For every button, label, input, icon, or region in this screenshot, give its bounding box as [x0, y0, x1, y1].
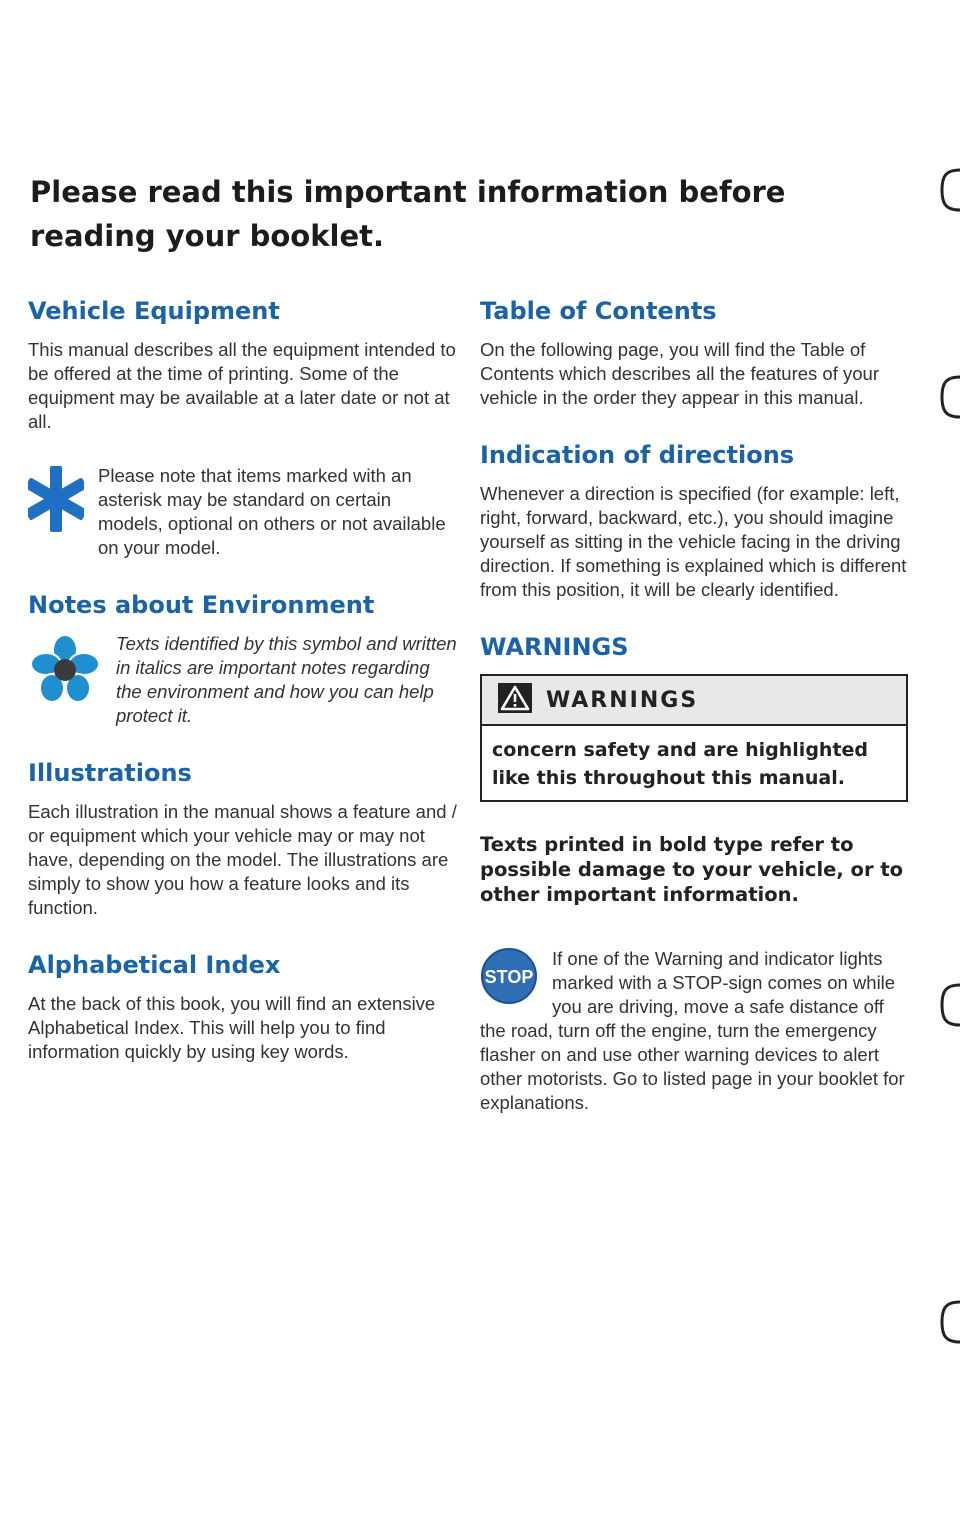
asterisk-icon	[28, 464, 84, 539]
stop-sign-text: STOP	[484, 967, 534, 987]
text-environment: Texts identified by this symbol and written in italics are important notes regarding the environment and how you can help protect it.	[116, 633, 457, 726]
text-stop-sign: If one of the Warning and indicator lights marked with a STOP-sign comes on while you are driving, move a safe distance off the road, turn off the engine, turn the emergency flasher on and use other warning devices to alert other motorists. Go to listed page in your booklet for explanations.	[480, 948, 905, 1113]
heading-alphabetical-index: Alphabetical Index	[28, 951, 281, 979]
warning-box-label: WARNINGS	[546, 687, 699, 713]
text-illustrations: Each illustration in the manual shows a feature and / or equipment which your vehicle may or may not have, depending on the model. The illustrations are simply to show you how a feature looks and its function.	[28, 801, 457, 918]
warning-box	[480, 674, 908, 802]
heading-illustrations: Illustrations	[28, 759, 192, 787]
section-stop-sign	[480, 947, 910, 1115]
text-alphabetical-index: At the back of this book, you will find an extensive Alphabetical Index. This will help you to find information quickly by using key words.	[28, 993, 436, 1062]
right-column	[480, 296, 910, 1145]
environment-flower-icon	[28, 632, 102, 713]
bold-type-note: Texts printed in bold type refer to possible damage to your vehicle, or to other important information.	[480, 833, 904, 906]
section-directions	[480, 440, 910, 602]
page-tab-marker	[936, 983, 960, 1027]
section-illustrations	[28, 758, 458, 920]
page-title: Please read this important information before reading your booklet.	[30, 175, 786, 253]
warning-box-text: concern safety and are highlighted like this throughout this manual.	[492, 739, 869, 789]
warning-box-header	[482, 676, 906, 726]
text-vehicle-equipment: This manual describes all the equipment intended to be offered at the time of printing. Some of the equipment may be available at a later date or not at all.	[28, 339, 456, 432]
page-tab-marker	[936, 1300, 960, 1344]
warning-triangle-icon	[498, 683, 532, 718]
section-environment	[28, 590, 458, 728]
heading-table-of-contents: Table of Contents	[480, 297, 717, 325]
text-directions: Whenever a direction is specified (for example: left, right, forward, backward, etc.), you should imagine yourself as sitting in the vehicle facing in the driving direction. If something is explained which is different from this position, it will be clearly identified.	[480, 483, 907, 600]
heading-directions: Indication of directions	[480, 441, 795, 469]
section-vehicle-equipment	[28, 296, 458, 434]
text-asterisk-note: Please note that items marked with an asterisk may be standard on certain models, optional on others or not available on your model.	[98, 465, 446, 558]
text-table-of-contents: On the following page, you will find the Table of Contents which describes all the features of your vehicle in the order they appear in this manual.	[480, 339, 879, 408]
stop-sign-icon	[480, 947, 538, 1010]
page-tab-marker	[936, 375, 960, 419]
left-column	[28, 296, 458, 1094]
section-table-of-contents	[480, 296, 910, 410]
heading-environment: Notes about Environment	[28, 591, 375, 619]
section-asterisk-note	[28, 464, 458, 560]
heading-warnings: WARNINGS	[480, 633, 629, 661]
section-alphabetical-index	[28, 950, 458, 1064]
heading-vehicle-equipment: Vehicle Equipment	[28, 297, 280, 325]
page-tab-marker	[936, 168, 960, 212]
